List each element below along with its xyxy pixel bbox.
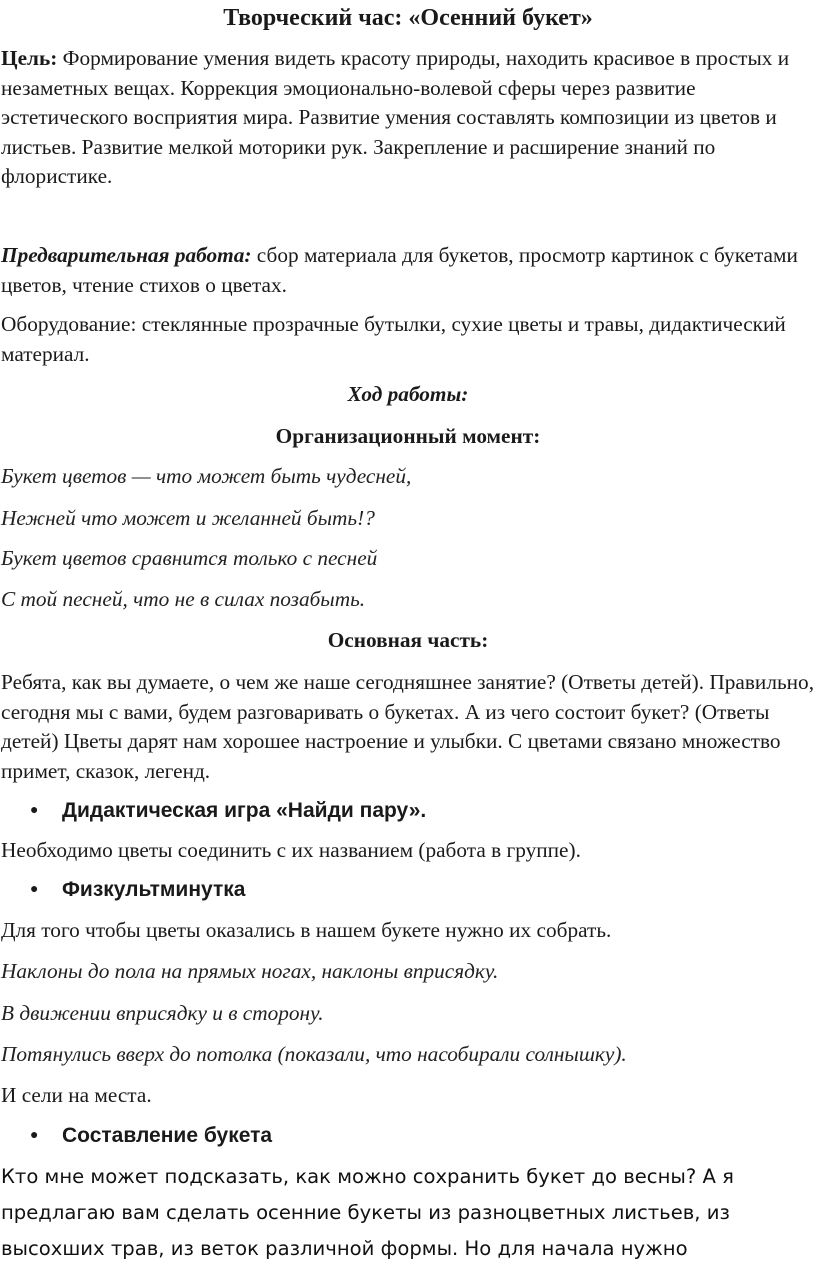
exercise-line: Потянулись вверх до потолка (показали, что насобирали солнышку).: [1, 1042, 627, 1066]
progress-heading: Ход работы:: [347, 382, 469, 406]
poem-line: Букет цветов — что может быть чудесней,: [1, 464, 412, 488]
exercise-line: Наклоны до пола на прямых ногах, наклоны вприсядку.: [1, 959, 499, 983]
main-paragraph: Ребята, как вы думаете, о чем же наше сегодняшнее занятие? (Ответы детей). Правильно, сегодня мы с вами, будем разговаривать о букетах. А из чего состоит букет? (Ответы детей) Цветы дарят нам хорошее настроение и улыбки. С цветами связано множество примет, сказок, легенд.: [1, 670, 815, 783]
goal-paragraph: [1, 44, 815, 192]
exercise-intro-paragraph: Для того чтобы цветы оказались в нашем букете нужно их собрать.: [1, 918, 612, 942]
prep-text: сбор материала для букетов, просмотр картинок с букетами цветов, чтение стихов о цветах.: [1, 243, 798, 297]
goal-text: Формирование умения видеть красоту природы, находить красивое в простых и незаметных вещах. Коррекция эмоционально-волевой сферы через развитие эстетического восприятия мира. Развитие умения составлять композиции из цветов и листьев. Развитие мелкой моторики рук. Закрепление и расширение знаний по флористике.: [1, 46, 790, 188]
bullet-didactic-game: [30, 796, 426, 825]
goal-label: Цель:: [1, 46, 58, 70]
equipment-paragraph: Оборудование: стеклянные прозрачные бутылки, сухие цветы и травы, дидактический материал.: [1, 312, 786, 366]
org-heading: Организационный момент:: [275, 424, 541, 448]
bullet-dot-icon: ●: [30, 882, 39, 897]
bullet-label: Составление букета: [62, 1124, 273, 1147]
document-title: Творческий час: «Осенний букет»: [223, 5, 593, 31]
poem-line: С той песней, что не в силах позабыть.: [1, 587, 366, 611]
poem-line: Нежней что может и желанней быть!?: [1, 506, 375, 530]
bullet-dot-icon: ●: [30, 803, 39, 818]
bullet-label: Физкультминутка: [62, 878, 246, 901]
sit-down-paragraph: И сели на места.: [1, 1083, 152, 1107]
prep-label: Предварительная работа:: [1, 243, 252, 267]
prep-paragraph: [1, 241, 815, 300]
bullet-dot-icon: ●: [30, 1128, 39, 1143]
final-paragraph: Кто мне может подсказать, как можно сохранить букет до весны? А я предлагаю вам сделать осенние букеты из разноцветных листьев, из высохших трав, из веток различной формы. Но для начала нужно: [1, 1165, 734, 1260]
bullet-bouquet: [30, 1121, 272, 1150]
exercise-line: В движении вприсядку и в сторону.: [1, 1001, 324, 1025]
bullet-exercise: [30, 875, 245, 904]
bullet-label: Дидактическая игра «Найди пару».: [62, 799, 427, 822]
poem-line: Букет цветов сравнится только с песней: [1, 546, 378, 570]
main-heading: Основная часть:: [327, 628, 489, 652]
game-paragraph: Необходимо цветы соединить с их названием (работа в группе).: [1, 838, 581, 862]
